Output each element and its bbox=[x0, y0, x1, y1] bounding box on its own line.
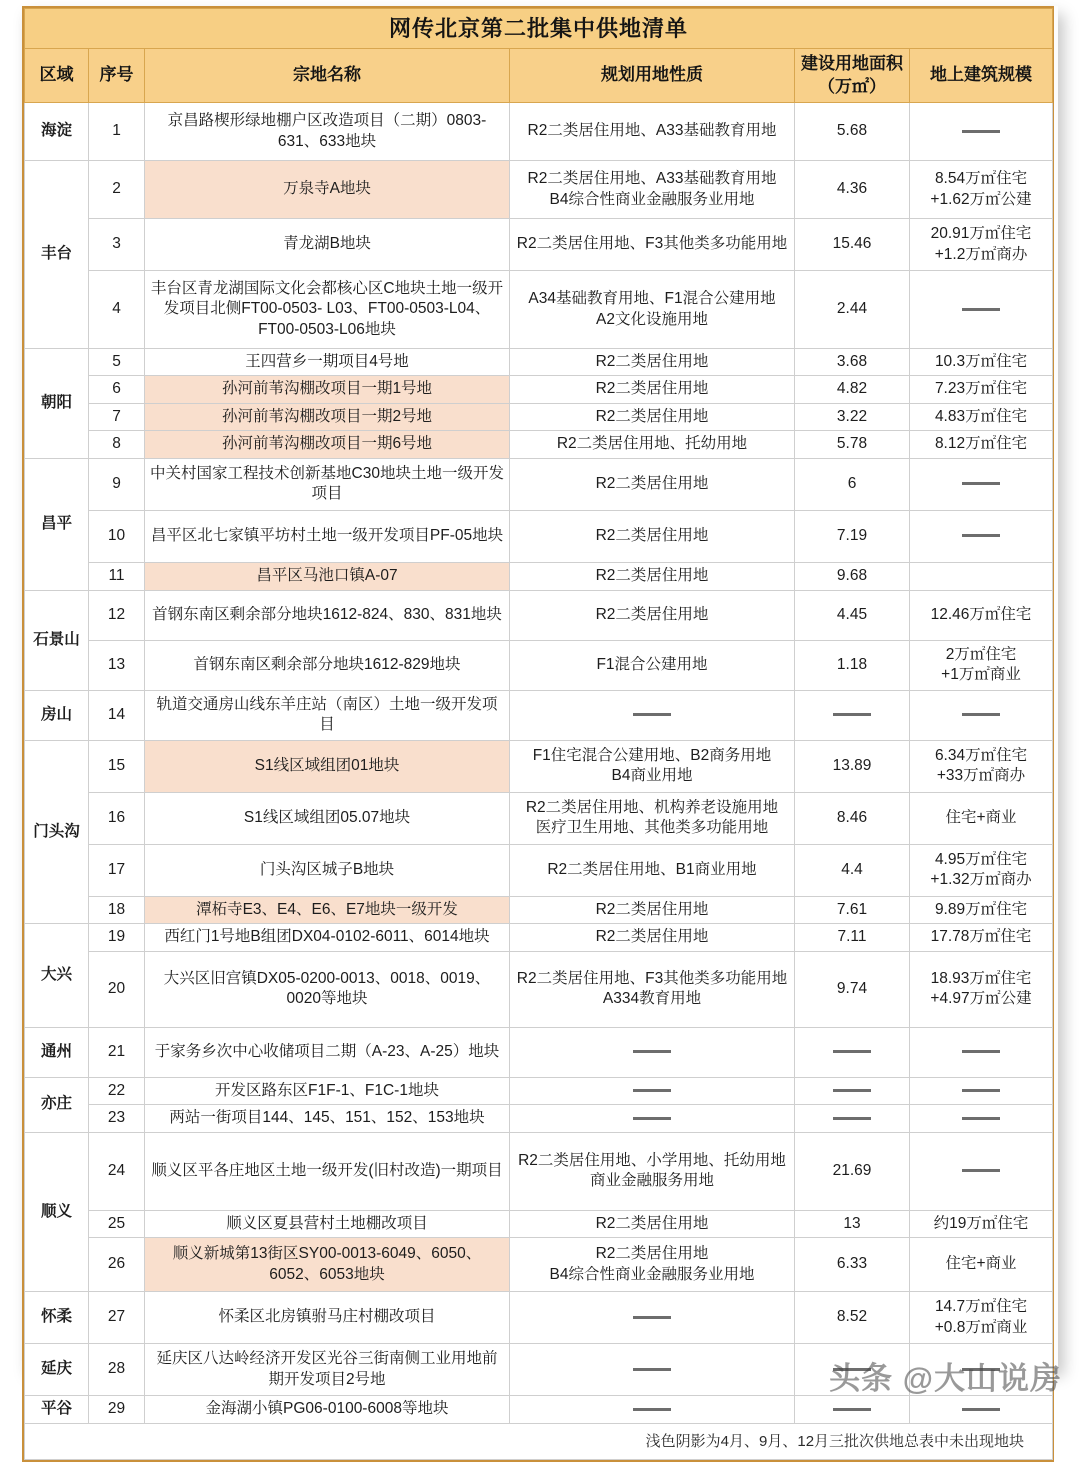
table-header-row bbox=[25, 49, 1053, 103]
parcel-name: 延庆区八达岭经济开发区光谷三街南侧工业用地前期开发项目2号地 bbox=[145, 1344, 510, 1396]
em-dash-placeholder bbox=[833, 1117, 871, 1120]
table-row bbox=[25, 951, 1053, 1027]
table-row bbox=[25, 219, 1053, 271]
region-cell: 昌平 bbox=[25, 458, 89, 590]
em-dash-placeholder bbox=[633, 1368, 671, 1371]
construction-land-area: 15.46 bbox=[795, 219, 910, 271]
row-index: 9 bbox=[89, 458, 145, 510]
region-cell: 石景山 bbox=[25, 590, 89, 690]
construction-land-area: 9.74 bbox=[795, 951, 910, 1027]
em-dash-placeholder bbox=[833, 1408, 871, 1411]
above-ground-scale bbox=[910, 562, 1053, 590]
row-index: 5 bbox=[89, 349, 145, 376]
row-index: 23 bbox=[89, 1105, 145, 1132]
parcel-name: 怀柔区北房镇驸马庄村棚改项目 bbox=[145, 1292, 510, 1344]
row-index: 4 bbox=[89, 271, 145, 349]
row-index: 26 bbox=[89, 1238, 145, 1292]
above-ground-scale: 14.7万㎡住宅 +0.8万㎡商业 bbox=[910, 1292, 1053, 1344]
row-index: 1 bbox=[89, 103, 145, 161]
above-ground-scale bbox=[910, 1105, 1053, 1132]
table-row bbox=[25, 690, 1053, 740]
parcel-name: 中关村国家工程技术创新基地C30地块土地一级开发项目 bbox=[145, 458, 510, 510]
region-cell: 亦庄 bbox=[25, 1077, 89, 1132]
parcel-name: 大兴区旧宫镇DX05-0200-0013、0018、0019、0020等地块 bbox=[145, 951, 510, 1027]
row-index: 18 bbox=[89, 896, 145, 923]
parcel-name: 万泉寺A地块 bbox=[145, 161, 510, 219]
parcel-name: S1线区域组团05.07地块 bbox=[145, 792, 510, 844]
construction-land-area: 3.22 bbox=[795, 403, 910, 430]
planned-use bbox=[510, 1396, 795, 1424]
construction-land-area: 5.78 bbox=[795, 431, 910, 458]
row-index: 7 bbox=[89, 403, 145, 430]
em-dash-placeholder bbox=[833, 1050, 871, 1053]
em-dash-placeholder bbox=[962, 1050, 1000, 1053]
parcel-name: 于家务乡次中心收储项目二期（A-23、A-25）地块 bbox=[145, 1027, 510, 1077]
above-ground-scale: 6.34万㎡住宅 +33万㎡商办 bbox=[910, 740, 1053, 792]
parcel-name: 青龙湖B地块 bbox=[145, 219, 510, 271]
em-dash-placeholder bbox=[962, 1408, 1000, 1411]
table-row bbox=[25, 590, 1053, 640]
planned-use: R2二类居住用地 bbox=[510, 562, 795, 590]
table-row bbox=[25, 161, 1053, 219]
above-ground-scale: 12.46万㎡住宅 bbox=[910, 590, 1053, 640]
col-header-area: 建设用地面积 （万㎡） bbox=[795, 49, 910, 103]
construction-land-area: 7.11 bbox=[795, 924, 910, 951]
region-cell: 延庆 bbox=[25, 1344, 89, 1396]
construction-land-area: 8.52 bbox=[795, 1292, 910, 1344]
planned-use: R2二类居住用地 bbox=[510, 403, 795, 430]
planned-use: R2二类居住用地 bbox=[510, 376, 795, 403]
planned-use: R2二类居住用地、小学用地、托幼用地 商业金融服务用地 bbox=[510, 1132, 795, 1210]
land-supply-table bbox=[24, 8, 1053, 1460]
parcel-name: 京昌路楔形绿地棚户区改造项目（二期）0803-631、633地块 bbox=[145, 103, 510, 161]
construction-land-area: 4.82 bbox=[795, 376, 910, 403]
construction-land-area bbox=[795, 690, 910, 740]
row-index: 13 bbox=[89, 640, 145, 690]
parcel-name: 开发区路东区F1F-1、F1C-1地块 bbox=[145, 1077, 510, 1104]
row-index: 25 bbox=[89, 1210, 145, 1237]
table-row bbox=[25, 1292, 1053, 1344]
col-header-scale: 地上建筑规模 bbox=[910, 49, 1053, 103]
table-row bbox=[25, 1238, 1053, 1292]
construction-land-area: 6 bbox=[795, 458, 910, 510]
region-cell: 怀柔 bbox=[25, 1292, 89, 1344]
table-row bbox=[25, 1077, 1053, 1104]
above-ground-scale: 10.3万㎡住宅 bbox=[910, 349, 1053, 376]
table-row bbox=[25, 458, 1053, 510]
above-ground-scale bbox=[910, 690, 1053, 740]
em-dash-placeholder bbox=[633, 1089, 671, 1092]
row-index: 29 bbox=[89, 1396, 145, 1424]
watermark: 头条 @大山说房 bbox=[829, 1361, 1062, 1396]
region-cell: 丰台 bbox=[25, 161, 89, 349]
construction-land-area: 13.89 bbox=[795, 740, 910, 792]
above-ground-scale: 8.54万㎡住宅 +1.62万㎡公建 bbox=[910, 161, 1053, 219]
parcel-name: 顺义新城第13街区SY00-0013-6049、6050、6052、6053地块 bbox=[145, 1238, 510, 1292]
above-ground-scale bbox=[910, 1077, 1053, 1104]
above-ground-scale: 9.89万㎡住宅 bbox=[910, 896, 1053, 923]
planned-use: R2二类居住用地、A33基础教育用地 bbox=[510, 103, 795, 161]
above-ground-scale: 住宅+商业 bbox=[910, 792, 1053, 844]
region-cell: 朝阳 bbox=[25, 349, 89, 459]
above-ground-scale bbox=[910, 1396, 1053, 1424]
row-index: 14 bbox=[89, 690, 145, 740]
row-index: 19 bbox=[89, 924, 145, 951]
parcel-name: 顺义区平各庄地区土地一级开发(旧村改造)一期项目 bbox=[145, 1132, 510, 1210]
table-row bbox=[25, 1027, 1053, 1077]
parcel-name: 门头沟区城子B地块 bbox=[145, 844, 510, 896]
table-row bbox=[25, 1132, 1053, 1210]
table-row bbox=[25, 562, 1053, 590]
planned-use: R2二类居住用地、托幼用地 bbox=[510, 431, 795, 458]
above-ground-scale: 4.83万㎡住宅 bbox=[910, 403, 1053, 430]
region-cell: 房山 bbox=[25, 690, 89, 740]
parcel-name: 孙河前苇沟棚改项目一期2号地 bbox=[145, 403, 510, 430]
footer-note: 浅色阴影为4月、9月、12月三批次供地总表中未出现地块 bbox=[25, 1424, 1053, 1460]
table-row bbox=[25, 431, 1053, 458]
above-ground-scale: 7.23万㎡住宅 bbox=[910, 376, 1053, 403]
em-dash-placeholder bbox=[962, 482, 1000, 485]
above-ground-scale: 2万㎡住宅 +1万㎡商业 bbox=[910, 640, 1053, 690]
construction-land-area bbox=[795, 1396, 910, 1424]
above-ground-scale bbox=[910, 103, 1053, 161]
planned-use: R2二类居住用地 bbox=[510, 1210, 795, 1237]
construction-land-area: 4.4 bbox=[795, 844, 910, 896]
planned-use: R2二类居住用地、A33基础教育用地 B4综合性商业金融服务业用地 bbox=[510, 161, 795, 219]
table-row bbox=[25, 640, 1053, 690]
parcel-name: S1线区域组团01地块 bbox=[145, 740, 510, 792]
row-index: 6 bbox=[89, 376, 145, 403]
table-row bbox=[25, 349, 1053, 376]
region-cell: 通州 bbox=[25, 1027, 89, 1077]
em-dash-placeholder bbox=[633, 713, 671, 716]
parcel-name: 首钢东南区剩余部分地块1612-824、830、831地块 bbox=[145, 590, 510, 640]
table-row bbox=[25, 896, 1053, 923]
em-dash-placeholder bbox=[962, 713, 1000, 716]
row-index: 8 bbox=[89, 431, 145, 458]
row-index: 17 bbox=[89, 844, 145, 896]
construction-land-area bbox=[795, 1077, 910, 1104]
table-row bbox=[25, 403, 1053, 430]
parcel-name: 昌平区马池口镇A-07 bbox=[145, 562, 510, 590]
planned-use: R2二类居住用地 bbox=[510, 349, 795, 376]
parcel-name: 潭柘寺E3、E4、E6、E7地块一级开发 bbox=[145, 896, 510, 923]
col-header-usage: 规划用地性质 bbox=[510, 49, 795, 103]
planned-use bbox=[510, 1077, 795, 1104]
above-ground-scale bbox=[910, 1027, 1053, 1077]
above-ground-scale bbox=[910, 1132, 1053, 1210]
em-dash-placeholder bbox=[962, 308, 1000, 311]
planned-use: R2二类居住用地 bbox=[510, 896, 795, 923]
table-row bbox=[25, 510, 1053, 562]
table-row bbox=[25, 1210, 1053, 1237]
em-dash-placeholder bbox=[633, 1408, 671, 1411]
em-dash-placeholder bbox=[633, 1050, 671, 1053]
row-index: 20 bbox=[89, 951, 145, 1027]
parcel-name: 顺义区夏县营村土地棚改项目 bbox=[145, 1210, 510, 1237]
construction-land-area: 1.18 bbox=[795, 640, 910, 690]
table-row bbox=[25, 740, 1053, 792]
em-dash-placeholder bbox=[962, 1089, 1000, 1092]
planned-use: R2二类居住用地、B1商业用地 bbox=[510, 844, 795, 896]
parcel-name: 两站一街项目144、145、151、152、153地块 bbox=[145, 1105, 510, 1132]
parcel-name: 轨道交通房山线东羊庄站（南区）土地一级开发项目 bbox=[145, 690, 510, 740]
construction-land-area: 4.36 bbox=[795, 161, 910, 219]
em-dash-placeholder bbox=[633, 1117, 671, 1120]
row-index: 2 bbox=[89, 161, 145, 219]
region-cell: 大兴 bbox=[25, 924, 89, 1027]
planned-use: R2二类居住用地 bbox=[510, 924, 795, 951]
planned-use bbox=[510, 1105, 795, 1132]
supply-list-table-container bbox=[22, 6, 1054, 1462]
construction-land-area: 4.45 bbox=[795, 590, 910, 640]
construction-land-area: 7.61 bbox=[795, 896, 910, 923]
row-index: 11 bbox=[89, 562, 145, 590]
em-dash-placeholder bbox=[833, 713, 871, 716]
row-index: 21 bbox=[89, 1027, 145, 1077]
construction-land-area bbox=[795, 1027, 910, 1077]
construction-land-area: 8.46 bbox=[795, 792, 910, 844]
planned-use: R2二类居住用地 bbox=[510, 590, 795, 640]
row-index: 27 bbox=[89, 1292, 145, 1344]
region-cell: 平谷 bbox=[25, 1396, 89, 1424]
table-row bbox=[25, 376, 1053, 403]
col-header-name: 宗地名称 bbox=[145, 49, 510, 103]
above-ground-scale bbox=[910, 510, 1053, 562]
row-index: 3 bbox=[89, 219, 145, 271]
planned-use: R2二类居住用地、机构养老设施用地 医疗卫生用地、其他类多功能用地 bbox=[510, 792, 795, 844]
row-index: 22 bbox=[89, 1077, 145, 1104]
parcel-name: 西红门1号地B组团DX04-0102-6011、6014地块 bbox=[145, 924, 510, 951]
construction-land-area: 6.33 bbox=[795, 1238, 910, 1292]
row-index: 28 bbox=[89, 1344, 145, 1396]
parcel-name: 孙河前苇沟棚改项目一期1号地 bbox=[145, 376, 510, 403]
em-dash-placeholder bbox=[962, 130, 1000, 133]
planned-use: F1混合公建用地 bbox=[510, 640, 795, 690]
planned-use bbox=[510, 690, 795, 740]
above-ground-scale: 住宅+商业 bbox=[910, 1238, 1053, 1292]
col-header-region: 区域 bbox=[25, 49, 89, 103]
construction-land-area: 13 bbox=[795, 1210, 910, 1237]
planned-use: A34基础教育用地、F1混合公建用地 A2文化设施用地 bbox=[510, 271, 795, 349]
planned-use bbox=[510, 1292, 795, 1344]
above-ground-scale bbox=[910, 271, 1053, 349]
above-ground-scale bbox=[910, 458, 1053, 510]
region-cell: 顺义 bbox=[25, 1132, 89, 1291]
construction-land-area: 7.19 bbox=[795, 510, 910, 562]
construction-land-area: 3.68 bbox=[795, 349, 910, 376]
parcel-name: 孙河前苇沟棚改项目一期6号地 bbox=[145, 431, 510, 458]
above-ground-scale: 18.93万㎡住宅 +4.97万㎡公建 bbox=[910, 951, 1053, 1027]
parcel-name: 首钢东南区剩余部分地块1612-829地块 bbox=[145, 640, 510, 690]
table-row bbox=[25, 844, 1053, 896]
parcel-name: 丰台区青龙湖国际文化会都核心区C地块土地一级开发项目北侧FT00-0503- L03、FT00-0503-L04、FT00-0503-L06地块 bbox=[145, 271, 510, 349]
construction-land-area: 21.69 bbox=[795, 1132, 910, 1210]
em-dash-placeholder bbox=[962, 1117, 1000, 1120]
construction-land-area: 5.68 bbox=[795, 103, 910, 161]
em-dash-placeholder bbox=[833, 1089, 871, 1092]
construction-land-area bbox=[795, 1105, 910, 1132]
above-ground-scale: 4.95万㎡住宅 +1.32万㎡商办 bbox=[910, 844, 1053, 896]
planned-use: R2二类居住用地、F3其他类多功能用地 A334教育用地 bbox=[510, 951, 795, 1027]
em-dash-placeholder bbox=[962, 534, 1000, 537]
planned-use: R2二类居住用地、F3其他类多功能用地 bbox=[510, 219, 795, 271]
planned-use bbox=[510, 1027, 795, 1077]
footer-note-row bbox=[25, 1424, 1053, 1460]
parcel-name: 金海湖小镇PG06-0100-6008等地块 bbox=[145, 1396, 510, 1424]
table-title-row bbox=[25, 9, 1053, 49]
above-ground-scale: 17.78万㎡住宅 bbox=[910, 924, 1053, 951]
construction-land-area: 9.68 bbox=[795, 562, 910, 590]
region-cell: 海淀 bbox=[25, 103, 89, 161]
table-row bbox=[25, 1105, 1053, 1132]
table-row bbox=[25, 924, 1053, 951]
table-row bbox=[25, 103, 1053, 161]
above-ground-scale: 20.91万㎡住宅 +1.2万㎡商办 bbox=[910, 219, 1053, 271]
row-index: 24 bbox=[89, 1132, 145, 1210]
planned-use: R2二类居住用地 bbox=[510, 458, 795, 510]
parcel-name: 昌平区北七家镇平坊村土地一级开发项目PF-05地块 bbox=[145, 510, 510, 562]
page-title: 网传北京第二批集中供地清单 bbox=[25, 9, 1053, 49]
planned-use: R2二类居住用地 B4综合性商业金融服务业用地 bbox=[510, 1238, 795, 1292]
col-header-index: 序号 bbox=[89, 49, 145, 103]
row-index: 12 bbox=[89, 590, 145, 640]
em-dash-placeholder bbox=[962, 1169, 1000, 1172]
table-row bbox=[25, 271, 1053, 349]
row-index: 10 bbox=[89, 510, 145, 562]
row-index: 15 bbox=[89, 740, 145, 792]
construction-land-area: 2.44 bbox=[795, 271, 910, 349]
planned-use: R2二类居住用地 bbox=[510, 510, 795, 562]
table-row bbox=[25, 792, 1053, 844]
row-index: 16 bbox=[89, 792, 145, 844]
planned-use bbox=[510, 1344, 795, 1396]
planned-use: F1住宅混合公建用地、B2商务用地 B4商业用地 bbox=[510, 740, 795, 792]
table-row bbox=[25, 1396, 1053, 1424]
region-cell: 门头沟 bbox=[25, 740, 89, 923]
above-ground-scale: 8.12万㎡住宅 bbox=[910, 431, 1053, 458]
above-ground-scale: 约19万㎡住宅 bbox=[910, 1210, 1053, 1237]
em-dash-placeholder bbox=[633, 1316, 671, 1319]
parcel-name: 王四营乡一期项目4号地 bbox=[145, 349, 510, 376]
